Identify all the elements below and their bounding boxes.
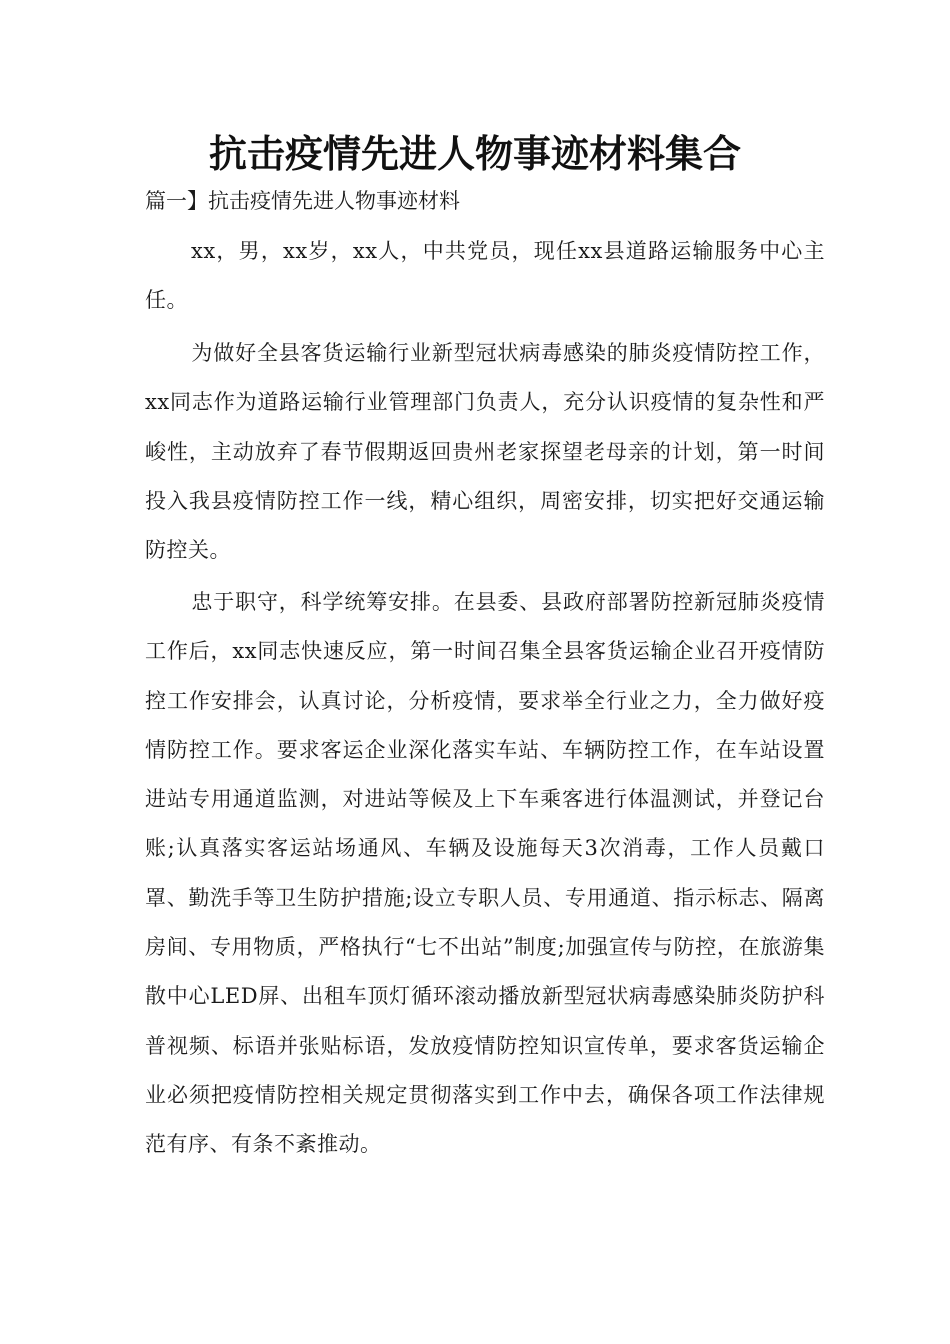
paragraph-text: 忠于职守，科学统筹安排。在县委、县政府部署防控新冠肺炎疫情工作后，xx同志快速反应，第一时间召集全县客货运输企业召开疫情防控工作安排会，认真讨论，分析疫情，要求举全行业之力，全力做好疫情防控工作。要求客运企业深化落实车站、车辆防控工作，在车站设置进站专用通道监测，对进站等候及上下车乘客进行体温测试，并登记台账;认真落实客运站场通风、车辆及设施每天3次消毒，工作人员戴口罩、勤洗手等卫生防护措施;设立专职人员、专用通道、指示标志、隔离房间、专用物质，严格执行“七不出站”制度;加强宣传与防控，在旅游集散中心LED屏、出租车顶灯循环滚动播放新型冠状病毒感染肺炎防护科普视频、标语并张贴标语，发放疫情防控知识宣传单，要求客货运输企业必须把疫情防控相关规定贯彻落实到工作中去，确保各项工作法律规范有序、有条不紊推动。 bbox=[145, 590, 825, 1157]
paragraph-background bbox=[145, 329, 825, 575]
paragraph-text: xx，男，xx岁，xx人，中共党员，现任xx县道路运输服务中心主任。 bbox=[145, 239, 825, 313]
paragraph-duties bbox=[145, 578, 825, 1170]
document-title: 抗击疫情先进人物事迹材料集合 bbox=[208, 132, 741, 176]
section-heading: 篇一】抗击疫情先进人物事迹材料 bbox=[145, 189, 460, 213]
paragraph-text: 为做好全县客货运输行业新型冠状病毒感染的肺炎疫情防控工作，xx同志作为道路运输行业管理部门负责人，充分认识疫情的复杂性和严峻性，主动放弃了春节假期返回贵州老家探望老母亲的计划，第一时间投入我县疫情防控工作一线，精心组织，周密安排，切实把好交通运输防控关。 bbox=[145, 341, 825, 563]
paragraph-intro bbox=[145, 227, 825, 326]
